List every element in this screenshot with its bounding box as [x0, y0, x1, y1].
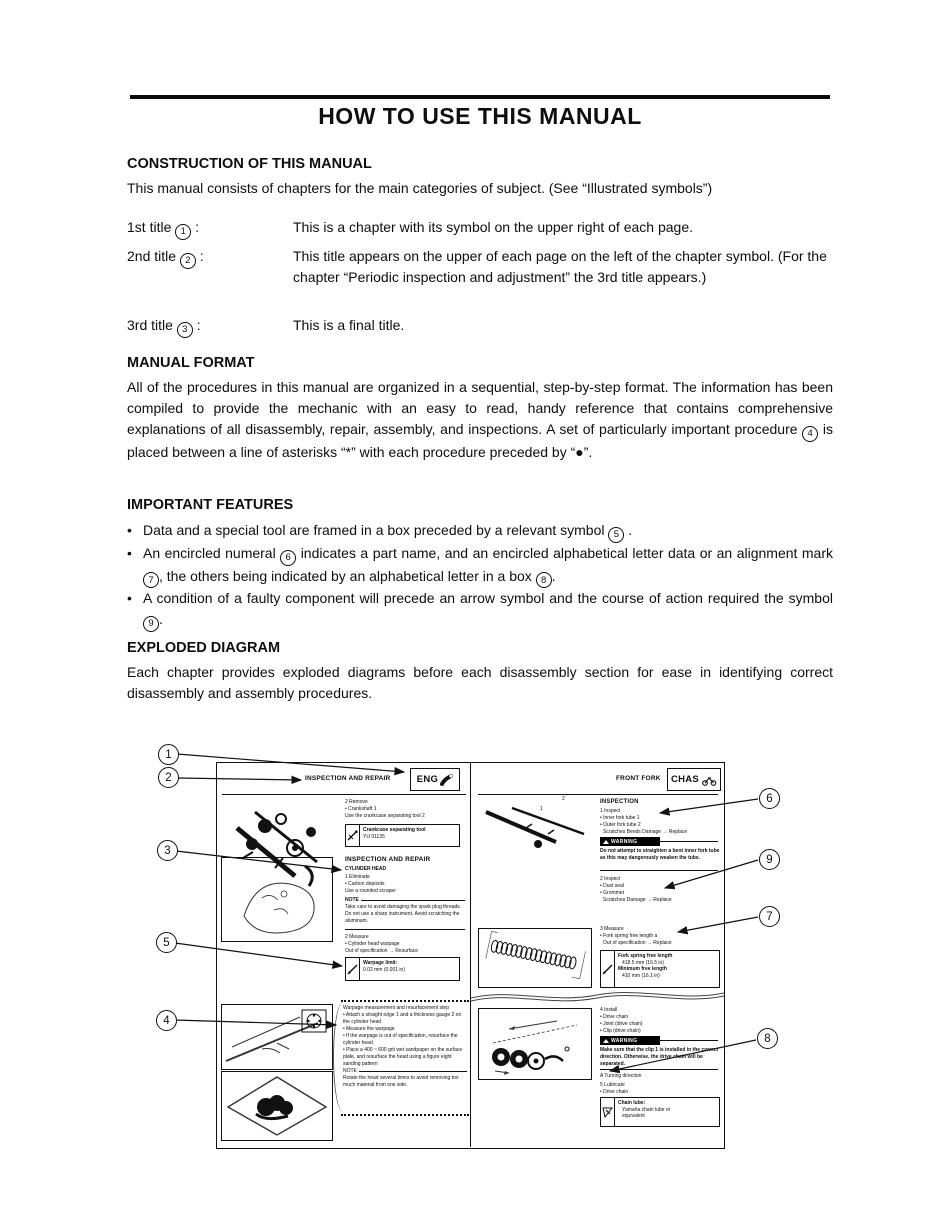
chas-chapter-badge — [667, 768, 721, 791]
circled-number-3: 3 — [177, 322, 193, 338]
warning-triangle-icon — [603, 1039, 609, 1043]
feature-3-text — [143, 588, 833, 632]
left-remove-step — [345, 799, 465, 820]
right-col-rule-2 — [600, 1069, 718, 1070]
circled-number-7-inline: 7 — [143, 572, 159, 588]
install4-step — [600, 1007, 720, 1035]
bullet-icon: • — [127, 590, 132, 607]
motorcycle-icon — [701, 774, 717, 786]
manual-format-p2: is placed between a line of asterisks “*” with each procedure preceded by “●”. — [127, 421, 833, 460]
title-def-2-label — [127, 246, 293, 288]
warning-text-2: Make sure that the clip 1 is installed in the correct direction. Otherwise, the drive chain will be separated. — [600, 1047, 719, 1067]
spec-box-text — [615, 951, 675, 987]
circled-number-1: 1 — [175, 224, 191, 240]
feature-3a: A condition of a faulty component will precede an arrow symbol and the course of action required the symbol — [143, 590, 833, 607]
procedure-note-rule — [359, 1071, 467, 1072]
procedure-note-text: Rotate the head several times to avoid removing too much material from one side. — [343, 1075, 459, 1088]
manual-format-heading: MANUAL FORMAT — [127, 355, 255, 371]
gauge-icon — [346, 958, 360, 980]
figure-page-divider — [470, 762, 471, 1147]
fork-label-2: 2 — [562, 796, 565, 802]
title-def-1-desc: This is a chapter with its symbol on the upper right of each page. — [293, 219, 693, 235]
warning-bar-1 — [600, 837, 660, 846]
exploded-heading: EXPLODED DIAGRAM — [127, 640, 281, 656]
procedure-step-3: • If the warpage is out of specification, resurface the cylinder head — [343, 1033, 458, 1046]
tool-box-title: Crankcase separating tool — [363, 827, 426, 833]
inspect1-line-3: • Outer fork tube 2 — [600, 822, 641, 828]
lubricate5-step — [600, 1082, 720, 1096]
callout-1: 1 — [158, 744, 179, 765]
procedure-step-1: • Attach a straight edge 1 and a thickness gauge 2 on the cylinder head — [343, 1012, 462, 1025]
fork-label-1: 1 — [540, 806, 543, 812]
spec-title-2: Minimum free length — [618, 966, 667, 972]
title-def-3-label — [127, 315, 293, 338]
wrench-icon — [440, 773, 453, 786]
eliminate-step — [345, 874, 465, 895]
warning-rule-2 — [656, 1040, 718, 1041]
circled-number-5-inline: 5 — [608, 527, 624, 543]
circled-number-4-inline: 4 — [802, 426, 818, 442]
page-title: HOW TO USE THIS MANUAL — [318, 103, 642, 129]
callout-7: 7 — [759, 906, 780, 927]
measure3-line-2: • Fork spring free length a — [600, 933, 658, 939]
eng-badge-label: ENG — [416, 774, 439, 785]
warpage-limit-box — [345, 957, 460, 981]
callout-3: 3 — [157, 840, 178, 861]
measure3-step — [600, 926, 720, 947]
inspect2-line-1: 2 Inspect — [600, 876, 621, 882]
circled-number-2: 2 — [180, 253, 196, 269]
warpage-box-value: 0.02 mm (0.001 in) — [363, 966, 405, 973]
page-break-wave — [471, 988, 724, 1004]
measure3-line-3: Out of specification → Replace — [603, 940, 672, 946]
eliminate-line-3: Use a rounded scraper — [345, 888, 396, 894]
lube-box-line-2: equivalent — [622, 1113, 645, 1119]
fork-tubes-illustration — [478, 798, 596, 860]
exploded-body: Each chapter provides exploded diagrams before each disassembly section for ease in identifying correct disassembly and assembly procedures. — [127, 664, 833, 701]
measure-line-3: Out of specification → Resurface — [345, 948, 419, 954]
left-section-heading: INSPECTION AND REPAIR — [345, 856, 431, 863]
construction-body: This manual consists of chapters for the main categories of subject. (See “Illustrated symbols”) — [127, 180, 713, 196]
construction-heading: CONSTRUCTION OF THIS MANUAL — [127, 156, 372, 172]
cylinder-head-heading: CYLINDER HEAD — [345, 866, 387, 872]
feature-bullet-3 — [127, 588, 833, 632]
warpage-procedure-block — [341, 1000, 469, 1116]
feature-2d: . — [551, 567, 556, 584]
measure3-line-1: 3 Measure — [600, 926, 624, 932]
feature-bullet-2 — [127, 543, 833, 589]
callout-9: 9 — [759, 849, 780, 870]
lube-box-text — [615, 1098, 673, 1126]
important-features-heading: IMPORTANT FEATURES — [127, 497, 294, 513]
bullet-icon: • — [127, 544, 132, 561]
warning-label-2: WARNING — [611, 1037, 638, 1044]
procedure-step-4: • Place a 400 ~ 600 grit wet sandpaper on the surface plate, and resurface the head using a figure eight sanding pattern — [343, 1047, 463, 1067]
def-3-colon: : — [196, 317, 201, 333]
feature-1-text — [143, 520, 833, 543]
measure-step — [345, 934, 465, 955]
callout-2: 2 — [158, 767, 179, 788]
callout-6: 6 — [759, 788, 780, 809]
note-label: NOTE — [345, 897, 359, 903]
eng-chapter-badge — [410, 768, 460, 791]
procedure-step-2: • Measure the warpage — [343, 1026, 395, 1032]
install4-line-1: 4 Install — [600, 1007, 618, 1013]
spec-value-1: 418.5 mm (16.5 in) — [622, 959, 664, 966]
right-col-rule-1 — [600, 870, 718, 871]
lubricate5-line-2: • Drive chain — [600, 1089, 629, 1095]
install4-line-3: • Joint (drive chain) — [600, 1021, 643, 1027]
inspection-heading: INSPECTION — [600, 799, 639, 805]
crankcase-illustration — [225, 798, 340, 893]
measure-line-2: • Cylinder head warpage — [345, 941, 400, 947]
inspect1-line-4: Scratches Bends Damage → Replace — [603, 829, 688, 835]
feature-3b: . — [159, 611, 163, 628]
title-def-2-desc: This title appears on the upper of each page on the left of the chapter symbol. (For the chapter “Periodic inspection and adjustment” the 3rd title appears.) — [293, 248, 827, 285]
special-tool-icon — [346, 825, 360, 846]
title-def-1 — [127, 217, 833, 240]
top-rule — [130, 95, 830, 99]
def-2-colon: : — [199, 248, 204, 264]
note-rule — [361, 900, 465, 901]
chain-lube-box — [600, 1097, 720, 1127]
lube-box-line-1: Yamaha chain lube or — [622, 1106, 671, 1113]
warning-text-1: Do not attempt to straighten a bent inner fork tube as this may dangerously weaken the tube. — [600, 848, 720, 861]
feature-2a: An encircled numeral — [143, 544, 281, 561]
def-1-text: 1st title — [127, 219, 172, 235]
manual-format-body — [127, 377, 833, 463]
def-1-colon: : — [195, 219, 200, 235]
spec-gauge-icon — [601, 951, 615, 987]
warpage-box-title: Warpage limit: — [363, 960, 398, 966]
callout-5: 5 — [156, 932, 177, 953]
crankcase-tool-box — [345, 824, 460, 847]
right-page-header: FRONT FORK — [616, 775, 661, 782]
right-header-rule — [478, 794, 718, 795]
spec-title-1: Fork spring free length — [618, 953, 673, 959]
warning-triangle-icon — [603, 840, 609, 844]
fork-spring-spec-box — [600, 950, 720, 988]
left-header-rule — [222, 794, 466, 795]
feature-bullet-1 — [127, 520, 833, 543]
lube-box-title: Chain lube: — [618, 1100, 646, 1106]
procedure-note-row — [343, 1068, 467, 1075]
chas-badge-label: CHAS — [670, 774, 700, 785]
lubricate5-line-1: 5 Lubricate — [600, 1082, 625, 1088]
measure-line-1: 2 Measure — [345, 934, 369, 940]
straightedge-sketch — [221, 1004, 333, 1070]
eliminate-line-2: • Carbon deposits — [345, 881, 385, 887]
feature-2b: indicates a part name, and an encircled alphabetical letter data or an alignment mark — [296, 544, 833, 561]
inspect2-line-3: • Grommet — [600, 890, 624, 896]
title-def-3-desc: This is a final title. — [293, 317, 405, 333]
remove-line-1: 2 Remove — [345, 799, 368, 805]
spec-value-2: 410 mm (16.1 in) — [622, 972, 660, 979]
inspect1-line-2: • Inner fork tube 1 — [600, 815, 640, 821]
title-def-3 — [127, 315, 833, 338]
callout-4: 4 — [156, 1010, 177, 1031]
install4-line-4: • Clip (drive chain) — [600, 1028, 641, 1034]
feature-1b: . — [624, 522, 633, 538]
feature-2-text — [143, 543, 833, 589]
bullet-icon: • — [127, 522, 132, 538]
remove-line-3: Use the crankcase separating tool 2 — [345, 813, 425, 819]
warning-rule-1 — [656, 841, 718, 842]
def-2-text: 2nd title — [127, 248, 177, 264]
note-text: Take care to avoid damaging the spark plug threads. Do not use a sharp instrument. Avoid scratching the aluminum. — [345, 904, 462, 924]
note-label-row — [345, 897, 465, 904]
def-3-text: 3rd title — [127, 317, 173, 333]
lube-icon — [601, 1098, 615, 1126]
title-def-2 — [127, 246, 833, 288]
crankcase-tool-text — [360, 825, 429, 846]
left-note-block — [345, 897, 465, 925]
inspect1-step — [600, 808, 720, 836]
tool-box-number: YU 01135 — [363, 833, 385, 840]
inspect2-step — [600, 876, 720, 904]
warpage-box-text — [360, 958, 408, 980]
procedure-title: Warpage measurement and resurfacement step — [343, 1005, 449, 1011]
procedure-note-label: NOTE — [343, 1068, 357, 1074]
warning-label-1: WARNING — [611, 838, 638, 845]
feature-2c: , the others being indicated by an alphabetical letter in a box — [159, 567, 536, 584]
drive-chain-sketch — [478, 1008, 592, 1080]
circled-number-9-inline: 9 — [143, 616, 159, 632]
circled-number-8-inline: 8 — [536, 572, 552, 588]
inspect2-line-2: • Dust seal — [600, 883, 624, 889]
sanding-sketch — [221, 1071, 333, 1141]
install4-line-2: • Drive chain — [600, 1014, 629, 1020]
important-features-list — [127, 520, 833, 632]
circled-number-6-inline: 6 — [280, 550, 296, 566]
remove-line-2: • Crankshaft 1 — [345, 806, 377, 812]
inspect1-line-1: 1 Inspect — [600, 808, 621, 814]
warning-bar-2 — [600, 1036, 660, 1045]
manual-format-p1: All of the procedures in this manual are organized in a sequential, step-by-step format. The information has been compiled to provide the mechanic with an easy to read, handy reference that contains comprehensive explanations of all disassembly, repair, assembly, and inspections. A set of particularly important procedure — [127, 379, 833, 437]
left-page-header: INSPECTION AND REPAIR — [305, 775, 391, 782]
left-col-rule-1 — [345, 929, 465, 930]
feature-1a: Data and a special tool are framed in a box preceded by a relevant symbol — [143, 522, 609, 538]
eliminate-line-1: 1 Eliminate — [345, 874, 370, 880]
title-def-1-label — [127, 217, 293, 240]
turning-direction-note: A Turning direction — [600, 1073, 642, 1079]
fork-spring-sketch — [478, 928, 592, 988]
callout-8: 8 — [757, 1028, 778, 1049]
inspect2-line-4: Scratches Damage → Replace — [603, 897, 672, 903]
